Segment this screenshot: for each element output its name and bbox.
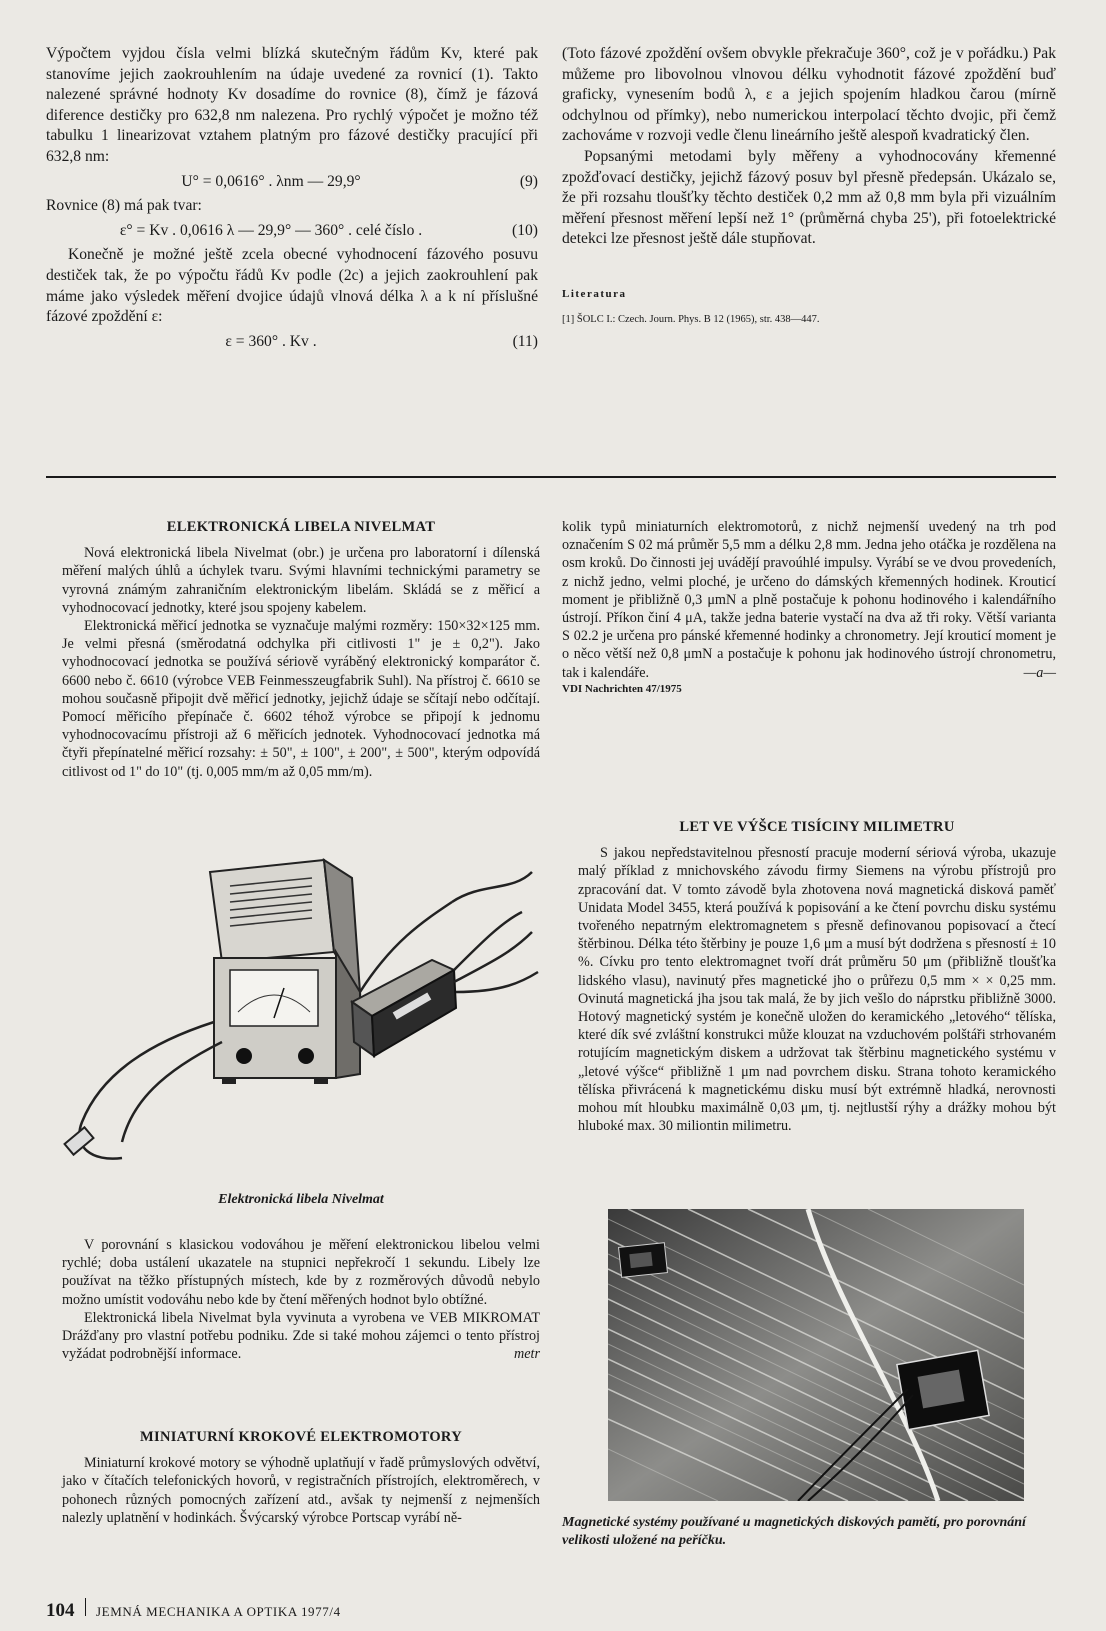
article-nivelmat <box>62 518 540 781</box>
author-signature: —a— <box>1023 664 1056 681</box>
photo-caption: Magnetické systémy používané u magnetických diskových pamětí, pro porovnání velikosti uložené na peříčku. <box>562 1515 1026 1548</box>
equation-text: ε° = Kv . 0,0616 λ — 29,9° — 360° . celé číslo . <box>119 221 423 239</box>
paragraph: Popsanými metodami byly měřeny a vyhodnocovány křemenné zpožďovací destičky, jejichž fázový posuv byl přesně předepsán. Ukázalo se, že při rozsahu tloušťky těchto destiček 0,2 mm až 0,8 mm byla při vizuálním měření přesnost měření lepší než 1° (průměrná chyba 25'), při fotoelektrické detekci lze přesnost ještě dále stupňovat. <box>562 147 1056 248</box>
paragraph: Elektronická měřicí jednotka se vyznačuje malými rozměry: 150×32×125 mm. Je velmi přesná (směrodatná odchylka při citlivosti 1" je ± 0,2"). Jako vyhodnocovací jednotka se používá sériově vyráběný elektronický komparátor č. 6600 nebo č. 6610 (výrobce VEB Feinmesszeugfabrik Suhl). Na přístroj č. 6610 se mohou současně připojit dvě měřicí jednotky, jejichž údaje se sčítají nebo odčítají. Pomocí měřicího přepínače č. 6602 téhož výrobce se připojí k jednomu vyhodnocovacímu přístroji až 6 měřicích jednotek. Vyhodnocovací jednotka má čtyři přepínatelné měřicí rozsahy: ± 50", ± 100", ± 200", ± 500", kterým odpovídá citlivost od 1" do 10" (tj. 0,005 mm/m až 0,05 mm/m). <box>62 618 540 780</box>
equation-number: (11) <box>512 332 538 350</box>
journal-name: JEMNÁ MECHANIKA A OPTIKA 1977/4 <box>96 1604 341 1619</box>
paragraph: Elektronická libela Nivelmat byla vyvinuta a vyrobena ve VEB MIKROMAT Drážďany pro vlastní potřebu podniku. Zde si také mohou zájemci o tento přístroj vyžádat podrobnější informace. <box>62 1309 540 1363</box>
page-number: 104 <box>46 1600 75 1621</box>
equation-9 <box>46 172 538 193</box>
equation-11 <box>46 332 538 353</box>
article-title: ELEKTRONICKÁ LIBELA NIVELMAT <box>166 519 436 535</box>
article-title: LET VE VÝŠCE TISÍCINY MILIMETRU <box>679 819 955 835</box>
paragraph: Konečně je možné ještě zcela obecné vyhodnocení fázového posuvu destiček tak, že po výpočtu řádů Kv podle (2c) a jejich zaokrouhlení pak máme jako výsledek měření dvojice údajů vlnová délka λ a k ní příslušné fázové zpoždění ε: <box>46 246 538 326</box>
author-signature: metr <box>513 1346 540 1363</box>
equation-number: (9) <box>519 172 538 190</box>
equation-text: U° = 0,0616° . λnm — 29,9° <box>181 172 361 190</box>
paragraph: V porovnání s klasickou vodováhou je měření elektronickou libelou velmi rychlé; doba ustálení ukazatele na stupnici nepřekročí 1 sekundu. Libely lze používat na těžko přístupných místech, kde by z rozměrových důvodů nebylo možno umístit vodováhu nebo kde by čtení měřených hodnot bylo obtížné. <box>62 1237 540 1308</box>
paragraph: kolik typů miniaturních elektromotorů, z nichž nejmenší uvedený na trh pod označením S 02 má průměr 5,5 mm a délku 2,8 mm. Jedna jeho otáčka je rozdělena na osm kroků. Do činnosti jej uvádějí pravoúhlé impulsy. Vyrábí se ve dvou provedeních, z nichž jedno, velmi ploché, je určeno do dámských křemenných hodinek. Krouticí moment je přibližně 0,3 μmN a plně postačuje k pohonu hodinového i kalendářního ústrojí. Příkon činí 4 μA, takže jedna baterie vystačí na dva až tři roky. Větší varianta S 02.2 je určena pro pánské křemenné hodinky a chronometry. Její krouticí moment je o něco větší než 0,8 μmN a postačuje k pohonu jak hodinového ústrojí chronometru, tak i kalendáře. <box>562 519 1056 681</box>
feather-photo <box>608 1209 1024 1501</box>
article-stepper-motors-continued <box>562 518 1056 697</box>
reference-item: [1] ŠOLC I.: Czech. Journ. Phys. B 12 (1965), str. 438—447. <box>562 313 820 325</box>
paragraph: S jakou nepředstavitelnou přesností pracuje moderní sériová výroba, ukazuje malý příklad z mnichovského závodu firmy Siemens na výrobu přístrojů pro zpracování dat. V tomto závodě byla zhotovena nová magnetická disková paměť Unidata Model 3455, která používá k popisování a ke čtení povrchu disku systému tvořeného nepatrným elektromagnetem s přesně definovanou popisovací a čtecí štěrbinou. Délka této štěrbiny je pouze 1,6 μm a musí být dodržena s přesností ± 10 %. Cívku pro tento elektromagnet tvoří drát průměru 50 μm (přibližně tloušťka lidského vlasu), navinutý přes magnetické jho o průřezu 0,5 mm × × 0,25 mm. Ovinutá magnetická jha jsou tak malá, že by jich vešlo do náprstku přibližně 3000. Hotový magnetický systém je konečně uložen do keramického „letového“ tělíska, které dík své zvláštní konstrukci může klouzat na vzduchovém polštáři strhovaném rotujícím magnetickým diskem a udržovat tak štěrbinu magnetického systému v „letové výšce“ přibližně 1 μm nad povrchem disku. Strana tohoto keramického tělíska přivrácená k magnetickému disku musí být extrémně hladká, nerovnosti mohou mít hloubku maximálně 0,03 μm, tj. nejtlustší rýhy a drážky mohou být hluboké max. 30 miliontin milimetru. <box>578 845 1056 1135</box>
section-divider <box>46 476 1056 478</box>
magnetic-heads-image <box>608 1209 1024 1501</box>
equation-10 <box>46 221 538 242</box>
article-stepper-motors <box>62 1428 540 1527</box>
article-flight-height <box>578 818 1056 1135</box>
paragraph: Rovnice (8) má pak tvar: <box>46 197 202 215</box>
article-nivelmat-continued <box>62 1236 540 1364</box>
literature-heading: Literatura <box>562 287 627 300</box>
top-left-column <box>46 44 538 356</box>
article-title: MINIATURNÍ KROKOVÉ ELEKTROMOTORY <box>140 1429 462 1445</box>
footer-separator <box>85 1598 87 1616</box>
nivelmat-photo <box>62 842 540 1172</box>
paragraph: Miniaturní krokové motory se výhodně uplatňují v řadě průmyslových odvětví, jako v čítačích telefonických hovorů, v registračních přístrojích, elektroměrech, v pohonech různých pomocných zařízení atd., avšak ty nejmenší z nejmenších nalezly uplatnění v hodinkách. Švýcarský výrobce Portscap vyrábí ně- <box>62 1455 540 1526</box>
top-right-column <box>562 44 1056 327</box>
source-citation: VDI Nachrichten 47/1975 <box>562 683 682 696</box>
equation-text: ε = 360° . Kv . <box>225 332 317 350</box>
nivelmat-device-image <box>62 842 540 1172</box>
paragraph: Výpočtem vyjdou čísla velmi blízká skutečným řádům Kv, které pak stanovíme jejich zaokrouhlením na údaje uvedené za rovnicí (1). Takto nalezené správné hodnoty Kv dosadíme do rovnice (8), čímž je fázová diference destičky pro 632,8 nm nalezena. Pro rychlý výpočet je možno též tabulku 1 linearizovat vztahem platným pro fázové destičky pracující při 632,8 nm: <box>46 45 538 165</box>
photo-caption: Elektronická libela Nivelmat <box>218 1192 384 1207</box>
paragraph: (Toto fázové zpoždění ovšem obvykle překračuje 360°, což je v pořádku.) Pak můžeme pro libovolnou vlnovou délku vyhodnotit fázové zpoždění buď graficky, vynesením bodů λ, ε a jejich spojením hladkou čarou (mírně odchylnou od přímky), nebo numerickou interpolací těchto dvojic, při čemž zachováme v rozvoji vedle členu lineárního ještě alespoň kvadratický člen. <box>562 45 1056 145</box>
equation-number: (10) <box>512 221 538 239</box>
paragraph: Nová elektronická libela Nivelmat (obr.) je určena pro laboratorní i dílenská měření malých úhlů a úchylek tvaru. Svými hlavními technickými parametry se vyrovná známým zahraničním elektronickým libelám. Skládá se z měřicí a vyhodnocovací jednotky, které jsou spojeny kabelem. <box>62 545 540 616</box>
page-footer <box>46 1598 341 1622</box>
